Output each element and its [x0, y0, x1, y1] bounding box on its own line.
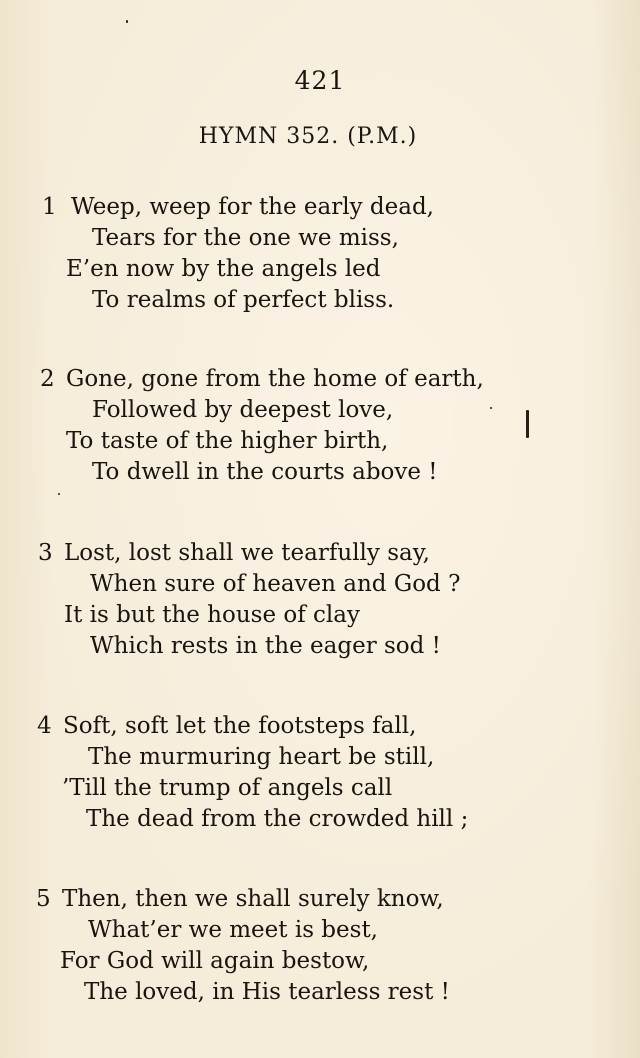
verse-line: Then, then we shall surely know,: [62, 886, 444, 912]
verse-line: ’Till the trump of angels call: [62, 775, 393, 801]
verse-number: 3: [38, 540, 53, 566]
hymn-title: HYMN 352. (P.M.): [198, 124, 418, 149]
verse-line: For God will again bestow,: [60, 948, 370, 974]
verse-line: The dead from the crowded hill ;: [86, 806, 469, 832]
ink-speck: [126, 20, 128, 23]
verse-number: 1: [42, 194, 57, 220]
verse-line: To dwell in the courts above !: [92, 459, 438, 485]
verse-line: Soft, soft let the footsteps fall,: [63, 713, 417, 739]
verse-line: Tears for the one we miss,: [92, 225, 399, 251]
verse-number: 2: [40, 366, 55, 392]
verse-line: Which rests in the eager sod !: [90, 633, 441, 659]
ink-speck: [526, 410, 529, 438]
verse-line: Weep, weep for the early dead,: [71, 194, 434, 220]
verse-line: What’er we meet is best,: [88, 917, 378, 943]
verse-line: E’en now by the angels led: [66, 256, 381, 282]
verse-number: 4: [37, 713, 52, 739]
verse-line: The loved, in His tearless rest !: [84, 979, 450, 1005]
verse-line: When sure of heaven and God ?: [90, 571, 461, 597]
verse-line: Followed by deepest love,: [92, 397, 394, 423]
verse-line: Gone, gone from the home of earth,: [66, 366, 484, 392]
verse-line: Lost, lost shall we tearfully say,: [64, 540, 430, 566]
verse-line: It is but the house of clay: [64, 602, 360, 628]
ink-speck: [490, 407, 492, 409]
verse-number: 5: [36, 886, 51, 912]
ink-speck: [58, 493, 60, 495]
page-number: 421: [294, 66, 346, 95]
verse-line: To realms of perfect bliss.: [92, 287, 395, 313]
verse-line: To taste of the higher birth,: [66, 428, 389, 454]
verse-line: The murmuring heart be still,: [88, 744, 435, 770]
